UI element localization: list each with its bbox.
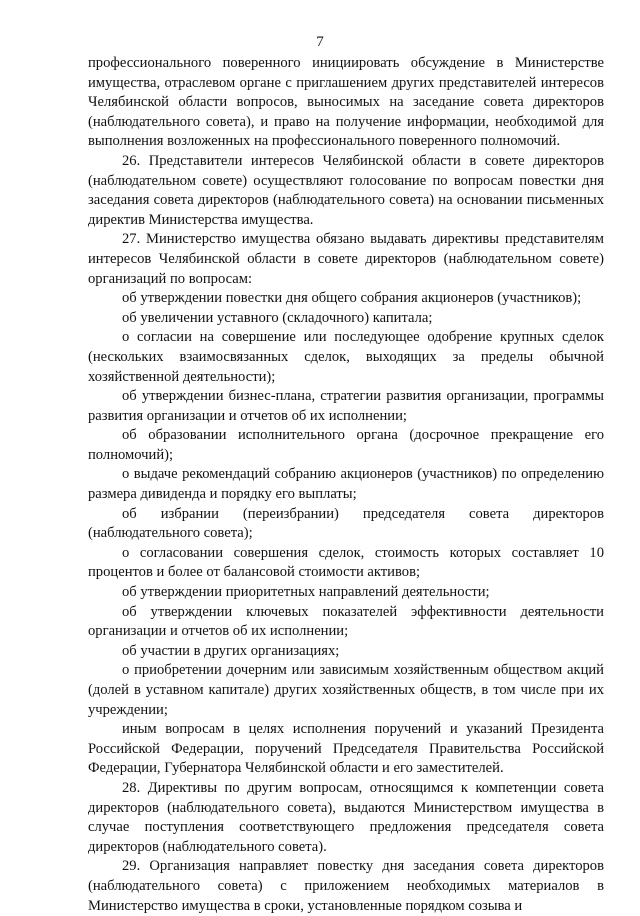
document-body <box>88 54 604 916</box>
list-item-transactions: о согласовании совершения сделок, стоимость которых составляет 10 процентов и более от балансовой стоимости активов; <box>88 544 604 581</box>
paragraph-26: 26. Представители интересов Челябинской области в совете директоров (наблюдательном совете) осуществляют голосование по вопросам повестки дня заседания совета директоров (наблюдательного совета) на основании письменных директив Министерства имущества. <box>88 152 604 228</box>
list-item-business-plan: об утверждении бизнес-плана, стратегии развития организации, программы развития организации и отчетов об их исполнении; <box>88 388 604 424</box>
paragraph-29: 29. Организация направляет повестку дня заседания совета директоров (наблюдательного совета) с приложением необходимых материалов в Министерство имущества в сроки, установленные порядком созыва и <box>88 858 604 914</box>
list-item-participation: об участии в других организациях; <box>122 642 340 659</box>
list-item-executive-body: об образовании исполнительного органа (досрочное прекращение его полномочий); <box>88 427 604 463</box>
list-item-dividends: о выдаче рекомендаций собранию акционеров (участников) по определению размера дивиденда и порядку его выплаты; <box>88 466 604 503</box>
list-item-priorities: об утверждении приоритетных направлений деятельности; <box>122 584 490 601</box>
list-item-other-issues: иным вопросам в целях исполнения поручений и указаний Президента Российской Федерации, поручений Председателя Правительства Российской Федерации, Губернатора Челябинской области и его заместителей. <box>88 721 604 777</box>
list-item-chairman: об избрании (переизбрании) председателя совета директоров (наблюдательного совета); <box>88 505 604 542</box>
list-item-major-deals: о согласии на совершение или последующее одобрение крупных сделок (нескольких взаимосвязанных сделок, выходящих за пределы обычной хозяйственной деятельности); <box>88 329 604 385</box>
list-item-capital: об увеличении уставного (складочного) капитала; <box>122 309 433 326</box>
paragraph-27: 27. Министерство имущества обязано выдавать директивы представителям интересов Челябинской области в совете директоров (наблюдательном совете) организаций по вопросам: <box>88 231 604 287</box>
page-number: 7 <box>316 34 324 50</box>
paragraph-28: 28. Директивы по другим вопросам, относящимся к компетенции совета директоров (наблюдательного совета), выдаются Министерством имущества в случае поступления соответствующего предложения председателя совета директоров (наблюдательного совета). <box>88 779 604 855</box>
list-item-kpi: об утверждении ключевых показателей эффективности деятельности организации и отчетов об их исполнении; <box>88 603 604 640</box>
paragraph-continuation: профессионального поверенного инициировать обсуждение в Министерстве имущества, отраслевом органе с приглашением других представителей интересов Челябинской области вопросов, выносимых на заседание совета директоров (наблюдательного совета), и право на получение информации, необходимой для выполнения возложенных на профессионального поверенного полномочий. <box>88 55 604 150</box>
list-item-subsidiary-shares: о приобретении дочерним или зависимым хозяйственным обществом акций (долей в уставном капитале) других хозяйственных обществ, в том числе при их учреждении; <box>88 662 604 718</box>
list-item-agenda: об утверждении повестки дня общего собрания акционеров (участников); <box>122 290 582 307</box>
